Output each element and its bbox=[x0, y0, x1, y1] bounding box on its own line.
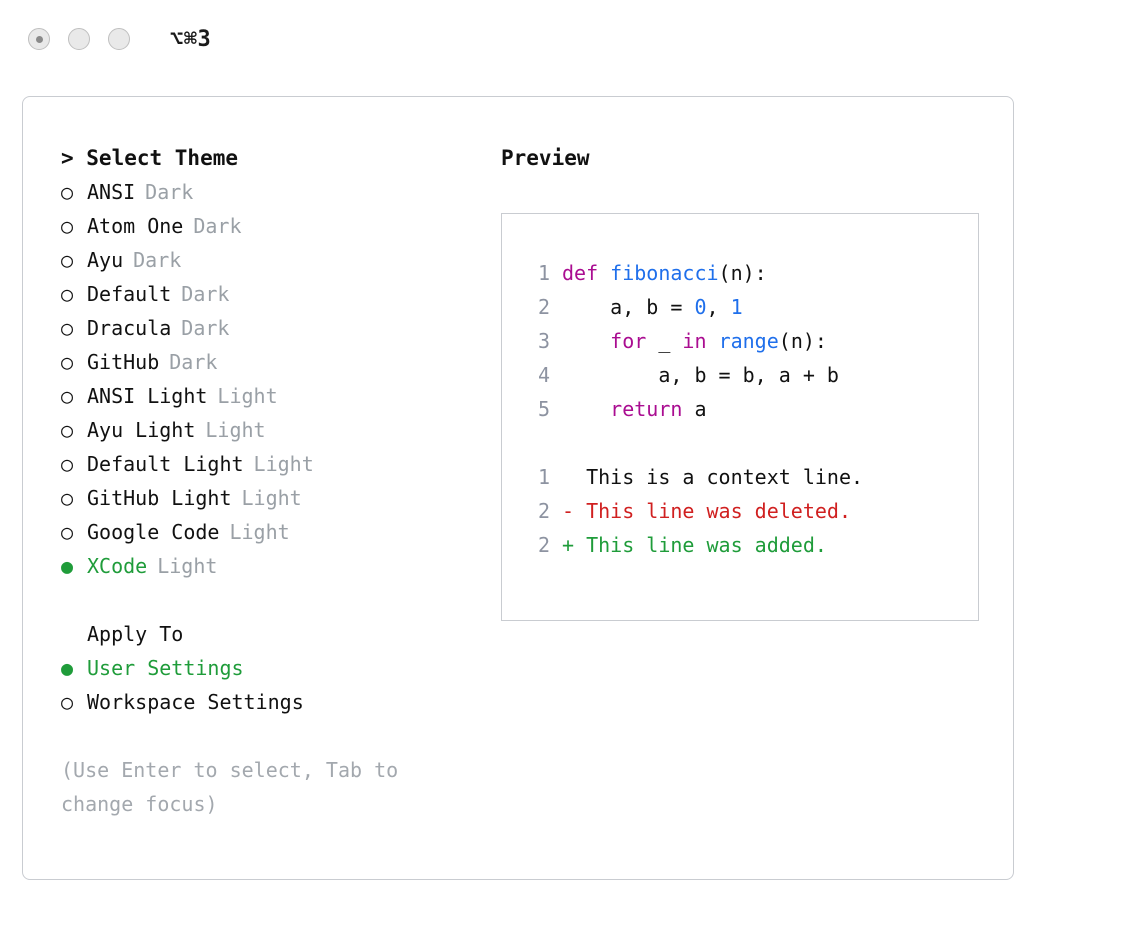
theme-variant-badge: Light bbox=[253, 452, 314, 476]
theme-name: ANSI bbox=[87, 180, 136, 204]
preview-box bbox=[501, 213, 979, 621]
apply-to-item[interactable] bbox=[61, 651, 501, 685]
theme-list-item[interactable] bbox=[61, 175, 501, 209]
code-token: return bbox=[610, 397, 683, 421]
code-token: _ bbox=[646, 329, 683, 353]
theme-variant-badge: Dark bbox=[169, 350, 218, 374]
code-token: 0 bbox=[694, 295, 707, 319]
diff-line bbox=[520, 460, 978, 494]
window-dot-1[interactable] bbox=[28, 28, 50, 50]
theme-picker-panel bbox=[22, 96, 1014, 880]
theme-name: ANSI Light bbox=[87, 384, 208, 408]
theme-name: Ayu Light bbox=[87, 418, 196, 442]
window-dot-3[interactable] bbox=[108, 28, 130, 50]
theme-name: Google Code bbox=[87, 520, 220, 544]
code-blank-line bbox=[520, 426, 978, 460]
preview-heading: Preview bbox=[501, 146, 590, 170]
theme-list-item[interactable] bbox=[61, 515, 501, 549]
radio-unselected-icon[interactable]: ○ bbox=[61, 350, 74, 374]
diff-text: - This line was deleted. bbox=[562, 499, 851, 523]
code-token: range bbox=[718, 329, 779, 353]
preview-column bbox=[501, 141, 1013, 879]
theme-name: GitHub bbox=[87, 350, 160, 374]
line-number: 1 bbox=[537, 261, 550, 285]
apply-to-heading: Apply To bbox=[87, 622, 184, 646]
preview-diff-block bbox=[520, 460, 978, 562]
code-line bbox=[520, 392, 978, 426]
theme-variant-badge: Light bbox=[241, 486, 302, 510]
preview-code-block bbox=[520, 256, 978, 426]
radio-unselected-icon[interactable]: ○ bbox=[61, 520, 74, 544]
theme-variant-badge: Dark bbox=[145, 180, 194, 204]
theme-list-column bbox=[39, 141, 501, 879]
apply-to-label: User Settings bbox=[87, 656, 244, 680]
theme-variant-badge: Dark bbox=[181, 316, 230, 340]
theme-list-item[interactable] bbox=[61, 549, 501, 583]
theme-name: Dracula bbox=[87, 316, 172, 340]
code-token: 1 bbox=[730, 295, 743, 319]
select-theme-heading: > Select Theme bbox=[61, 146, 239, 170]
code-line bbox=[520, 324, 978, 358]
code-token bbox=[562, 397, 610, 421]
title-bar bbox=[0, 0, 1140, 78]
radio-unselected-icon[interactable]: ○ bbox=[61, 384, 74, 408]
theme-list-item[interactable] bbox=[61, 413, 501, 447]
line-number: 4 bbox=[537, 363, 550, 387]
theme-list-item[interactable] bbox=[61, 481, 501, 515]
window-dot-2[interactable] bbox=[68, 28, 90, 50]
theme-list-item[interactable] bbox=[61, 243, 501, 277]
theme-name: Default Light bbox=[87, 452, 244, 476]
line-number: 2 bbox=[537, 533, 550, 557]
theme-list-item[interactable] bbox=[61, 311, 501, 345]
code-token bbox=[562, 329, 610, 353]
theme-variant-badge: Light bbox=[229, 520, 290, 544]
diff-text: + This line was added. bbox=[562, 533, 827, 557]
code-token: , bbox=[706, 295, 731, 319]
code-token: for bbox=[610, 329, 647, 353]
theme-name: XCode bbox=[87, 554, 148, 578]
code-token: a bbox=[682, 397, 707, 421]
code-token: in bbox=[682, 329, 707, 353]
theme-list-item[interactable] bbox=[61, 277, 501, 311]
radio-unselected-icon[interactable]: ○ bbox=[61, 282, 74, 306]
radio-unselected-icon[interactable]: ○ bbox=[61, 316, 74, 340]
radio-unselected-icon[interactable]: ○ bbox=[61, 452, 74, 476]
code-line bbox=[520, 358, 978, 392]
code-token: def bbox=[562, 261, 611, 285]
diff-line bbox=[520, 528, 978, 562]
line-number: 3 bbox=[537, 329, 550, 353]
theme-variant-badge: Light bbox=[157, 554, 218, 578]
diff-text: This is a context line. bbox=[562, 465, 864, 489]
keyboard-shortcut-label: ⌥⌘3 bbox=[170, 26, 212, 52]
theme-variant-badge: Light bbox=[217, 384, 278, 408]
theme-list-item[interactable] bbox=[61, 209, 501, 243]
radio-selected-icon[interactable]: ● bbox=[61, 656, 74, 680]
radio-unselected-icon[interactable]: ○ bbox=[61, 180, 74, 204]
code-token: a, b = b, a + b bbox=[562, 363, 839, 387]
radio-unselected-icon[interactable]: ○ bbox=[61, 214, 74, 238]
diff-line bbox=[520, 494, 978, 528]
theme-name: GitHub Light bbox=[87, 486, 232, 510]
radio-unselected-icon[interactable]: ○ bbox=[61, 690, 74, 714]
theme-name: Atom One bbox=[87, 214, 184, 238]
theme-variant-badge: Dark bbox=[181, 282, 230, 306]
code-line bbox=[520, 290, 978, 324]
theme-variant-badge: Dark bbox=[133, 248, 182, 272]
line-number: 1 bbox=[537, 465, 550, 489]
theme-variant-badge: Light bbox=[205, 418, 266, 442]
line-number: 5 bbox=[537, 397, 550, 421]
code-token bbox=[707, 329, 719, 353]
code-token: (n): bbox=[778, 329, 827, 353]
theme-list-item[interactable] bbox=[61, 379, 501, 413]
radio-unselected-icon[interactable]: ○ bbox=[61, 418, 74, 442]
radio-unselected-icon[interactable]: ○ bbox=[61, 248, 74, 272]
spacer bbox=[61, 583, 501, 617]
apply-to-label: Workspace Settings bbox=[87, 690, 304, 714]
keyboard-hint: (Use Enter to select, Tab to change focus) bbox=[61, 758, 411, 816]
code-token: (n): bbox=[718, 261, 767, 285]
line-number: 2 bbox=[537, 295, 550, 319]
radio-unselected-icon[interactable]: ○ bbox=[61, 486, 74, 510]
theme-list-item[interactable] bbox=[61, 345, 501, 379]
code-token: a, b = bbox=[562, 295, 695, 319]
radio-selected-icon[interactable]: ● bbox=[61, 554, 74, 578]
code-token: fibonacci bbox=[610, 261, 719, 285]
apply-to-item[interactable] bbox=[61, 685, 501, 719]
theme-variant-badge: Dark bbox=[193, 214, 242, 238]
line-number: 2 bbox=[537, 499, 550, 523]
theme-name: Ayu bbox=[87, 248, 124, 272]
apply-to-list[interactable] bbox=[61, 651, 501, 719]
theme-list[interactable] bbox=[61, 175, 501, 583]
theme-name: Default bbox=[87, 282, 172, 306]
code-line bbox=[520, 256, 978, 290]
theme-list-item[interactable] bbox=[61, 447, 501, 481]
